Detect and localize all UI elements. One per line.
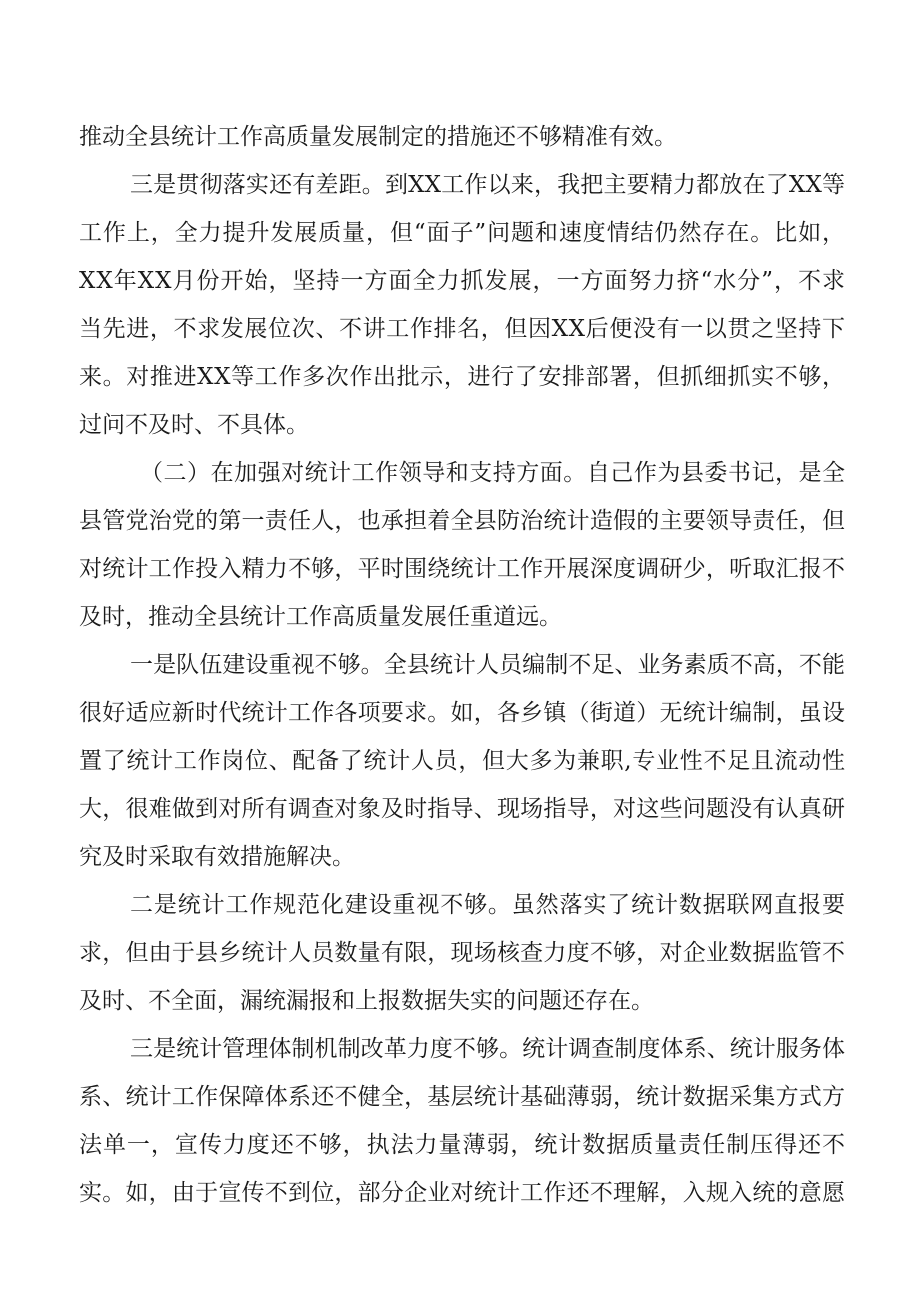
text-line: 实。如，由于宣传不到位，部分企业对统计工作还不理解，入规入统的意愿 — [79, 1180, 846, 1206]
text-line: 推动全县统计工作高质量发展制定的措施还不够精准有效。 — [79, 124, 677, 150]
text-line: （二）在加强对统计工作领导和支持方面。自己作为县委书记，是全 — [140, 460, 846, 486]
text-line: 大，很难做到对所有调查对象及时指导、现场指导，对这些问题没有认真研 — [79, 796, 846, 822]
text-line: 当先进，不求发展位次、不讲工作排名，但因XX后便没有一以贯之坚持下 — [79, 316, 846, 342]
text-line: 及时，推动全县统计工作高质量发展任重道远。 — [79, 604, 562, 630]
text-line: 及时、不全面，漏统漏报和上报数据失实的问题还存在。 — [79, 988, 654, 1014]
text-line: 很好适应新时代统计工作各项要求。如，各乡镇（街道）无统计编制，虽设 — [79, 700, 846, 726]
text-line: 三是统计管理体制机制改革力度不够。统计调查制度体系、统计服务体 — [130, 1036, 846, 1062]
text-line: 求，但由于县乡统计人员数量有限，现场核查力度不够，对企业数据监管不 — [79, 940, 846, 966]
text-line: XX年XX月份开始，坚持一方面全力抓发展，一方面努力挤“水分”，不求 — [79, 268, 846, 294]
text-line: 对统计工作投入精力不够，平时围绕统计工作开展深度调研少，听取汇报不 — [79, 556, 846, 582]
text-line: 究及时采取有效措施解决。 — [79, 844, 355, 870]
text-line: 置了统计工作岗位、配备了统计人员，但大多为兼职,专业性不足且流动性 — [79, 748, 846, 774]
text-line: 来。对推进XX等工作多次作出批示，进行了安排部署，但抓细抓实不够， — [79, 364, 846, 390]
text-line: 县管党治党的第一责任人，也承担着全县防治统计造假的主要领导责任，但 — [79, 508, 846, 534]
text-line: 三是贯彻落实还有差距。到XX工作以来，我把主要精力都放在了XX等 — [130, 172, 846, 198]
text-line: 一是队伍建设重视不够。全县统计人员编制不足、业务素质不高，不能 — [130, 652, 846, 678]
text-line: 二是统计工作规范化建设重视不够。虽然落实了统计数据联网直报要 — [130, 892, 846, 918]
text-line: 法单一，宣传力度还不够，执法力量薄弱，统计数据质量责任制压得还不 — [79, 1132, 846, 1158]
text-line: 工作上，全力提升发展质量，但“面子”问题和速度情结仍然存在。比如， — [79, 220, 846, 246]
text-line: 过问不及时、不具体。 — [79, 412, 309, 438]
text-line: 系、统计工作保障体系还不健全，基层统计基础薄弱，统计数据采集方式方 — [79, 1084, 846, 1110]
